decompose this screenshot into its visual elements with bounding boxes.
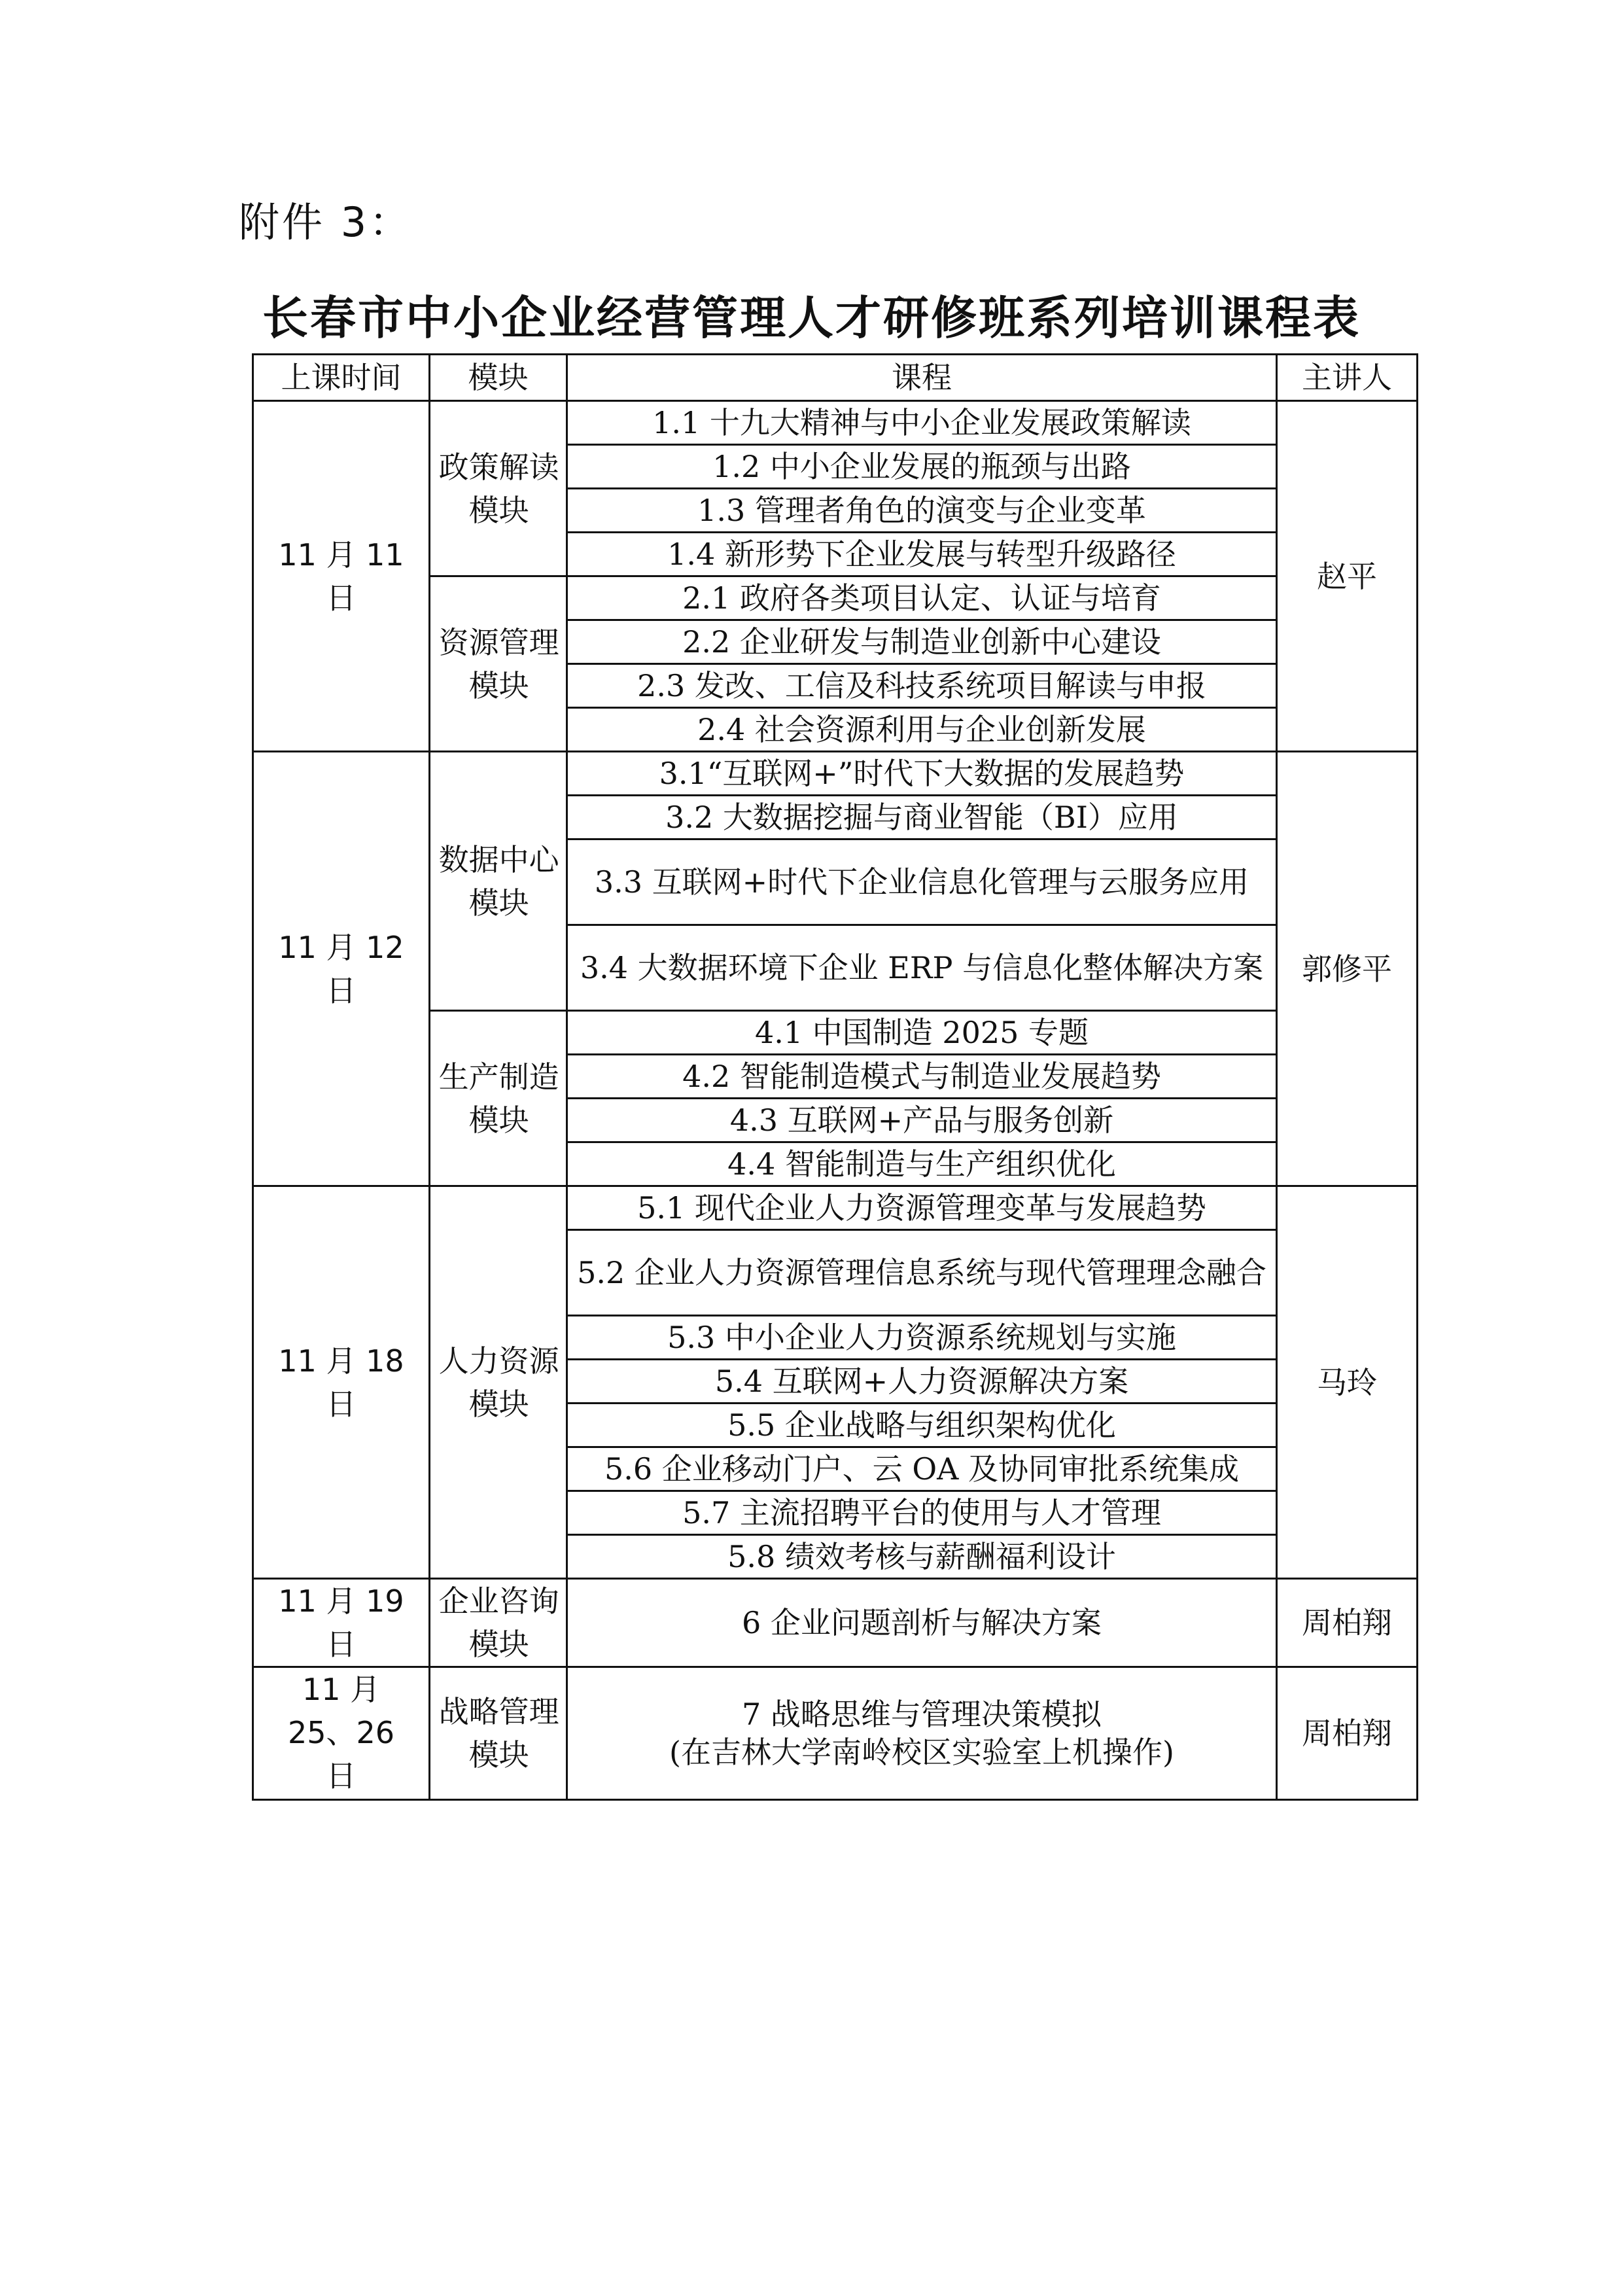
- course-item: 5.4 互联网+人力资源解决方案: [567, 1360, 1277, 1404]
- header-module: 模块: [430, 355, 567, 401]
- course-item: 3.2 大数据挖掘与商业智能（BI）应用: [567, 796, 1277, 839]
- course-item: 2.3 发改、工信及科技系统项目解读与申报: [567, 664, 1277, 708]
- module-name: 生产制造模块: [430, 1011, 567, 1186]
- course-item: 5.7 主流招聘平台的使用与人才管理: [567, 1491, 1277, 1535]
- course-item: 5.2 企业人力资源管理信息系统与现代管理理念融合: [567, 1230, 1277, 1316]
- table-header-row: [253, 355, 1418, 401]
- module-name: 战略管理模块: [430, 1667, 567, 1800]
- course-title: 7 战略思维与管理决策模拟: [742, 1697, 1102, 1732]
- course-item: 4.1 中国制造 2025 专题: [567, 1011, 1277, 1055]
- course-item: 1.2 中小企业发展的瓶颈与出路: [567, 445, 1277, 489]
- course-item: 5.8 绩效考核与薪酬福利设计: [567, 1535, 1277, 1579]
- session-date: 11 月 12 日: [253, 752, 430, 1186]
- module-name: 数据中心模块: [430, 752, 567, 1011]
- course-item: 5.3 中小企业人力资源系统规划与实施: [567, 1316, 1277, 1360]
- table-row: [253, 1667, 1418, 1800]
- course-item: 6 企业问题剖析与解决方案: [567, 1579, 1277, 1667]
- session-date: 11 月 18 日: [253, 1186, 430, 1579]
- header-time: 上课时间: [253, 355, 430, 401]
- course-note: (在吉林大学南岭校区实验室上机操作): [669, 1735, 1174, 1770]
- course-item: 1.4 新形势下企业发展与转型升级路径: [567, 533, 1277, 576]
- course-item: [567, 1667, 1277, 1800]
- course-item: 5.6 企业移动门户、云 OA 及协同审批系统集成: [567, 1447, 1277, 1491]
- module-name: 企业咨询模块: [430, 1579, 567, 1667]
- speaker-name: 周柏翔: [1277, 1579, 1418, 1667]
- course-item: 4.3 互联网+产品与服务创新: [567, 1099, 1277, 1142]
- session-date: 11 月 25、26 日: [253, 1667, 430, 1800]
- module-name: 资源管理模块: [430, 576, 567, 752]
- course-item: 3.3 互联网+时代下企业信息化管理与云服务应用: [567, 839, 1277, 925]
- course-item: 3.1“互联网+”时代下大数据的发展趋势: [567, 752, 1277, 796]
- page-title: 长春市中小企业经营管理人才研修班系列培训课程表: [262, 291, 1361, 345]
- course-item: 4.2 智能制造模式与制造业发展趋势: [567, 1055, 1277, 1099]
- speaker-name: 马玲: [1277, 1186, 1418, 1579]
- table-row: [253, 401, 1418, 445]
- session-date: 11 月 11 日: [253, 401, 430, 752]
- course-item: 5.5 企业战略与组织架构优化: [567, 1404, 1277, 1447]
- course-item: 2.4 社会资源利用与企业创新发展: [567, 708, 1277, 752]
- speaker-name: 周柏翔: [1277, 1667, 1418, 1800]
- course-item: 3.4 大数据环境下企业 ERP 与信息化整体解决方案: [567, 925, 1277, 1011]
- course-item: 1.1 十九大精神与中小企业发展政策解读: [567, 401, 1277, 445]
- course-item: 5.1 现代企业人力资源管理变革与发展趋势: [567, 1186, 1277, 1230]
- course-schedule-table: [252, 353, 1418, 1801]
- session-date: 11 月 19 日: [253, 1579, 430, 1667]
- module-name: 政策解读模块: [430, 401, 567, 576]
- course-item: 1.3 管理者角色的演变与企业变革: [567, 489, 1277, 533]
- speaker-name: 郭修平: [1277, 752, 1418, 1186]
- table-row: [253, 752, 1418, 796]
- table-row: [253, 1186, 1418, 1230]
- header-speaker: 主讲人: [1277, 355, 1418, 401]
- attachment-label: 附件 3：: [239, 198, 413, 246]
- course-item: 4.4 智能制造与生产组织优化: [567, 1142, 1277, 1186]
- header-course: 课程: [567, 355, 1277, 401]
- course-item: 2.2 企业研发与制造业创新中心建设: [567, 620, 1277, 664]
- speaker-name: 赵平: [1277, 401, 1418, 752]
- table-row: [253, 1579, 1418, 1667]
- course-item: 2.1 政府各类项目认定、认证与培育: [567, 576, 1277, 620]
- module-name: 人力资源模块: [430, 1186, 567, 1579]
